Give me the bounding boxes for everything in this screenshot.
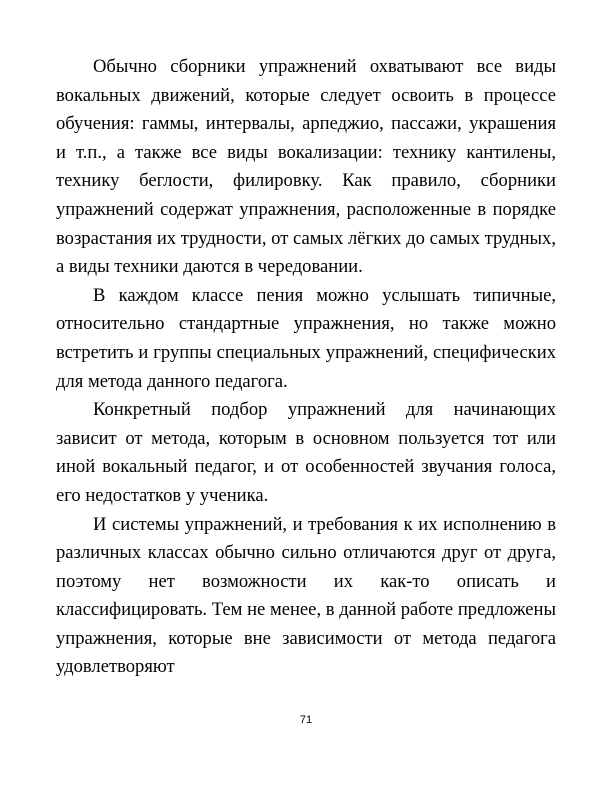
- paragraph-2: В каждом классе пения можно услышать типичные, относительно стандартные упражнения, но также можно встретить и группы специальных упражнений, специфических для метода данного педагога.: [56, 284, 556, 392]
- paragraph-3: Конкретный подбор упражнений для начинающих зависит от метода, которым в основном пользуется тот или иной вокальный педагог, и от особенностей звучания голоса, его недостатков у ученика.: [56, 399, 556, 506]
- page-number: 71: [299, 714, 313, 726]
- body-text: [56, 53, 556, 682]
- paragraph-1: Обычно сборники упражнений охватывают все виды вокальных движений, которые следует освоить в процессе обучения: гаммы, интервалы, арпеджио, пассажи, украшения и т.п., а также все виды вокализации: технику кантилены, технику беглости, филировку. Как правило, сборники упражнений содержат упражнения, расположенные в порядке возрастания их трудности, от самых лёгких до самых трудных, а виды техники даются в чередовании.: [56, 56, 556, 278]
- paragraph-4: И системы упражнений, и требования к их исполнению в различных классах обычно сильно отличаются друг от друга, поэтому нет возможности их как-то описать и классифицировать. Тем не менее, в данной работе предложены упражнения, которые вне зависимости от метода педагога удовлетворяют: [56, 513, 556, 678]
